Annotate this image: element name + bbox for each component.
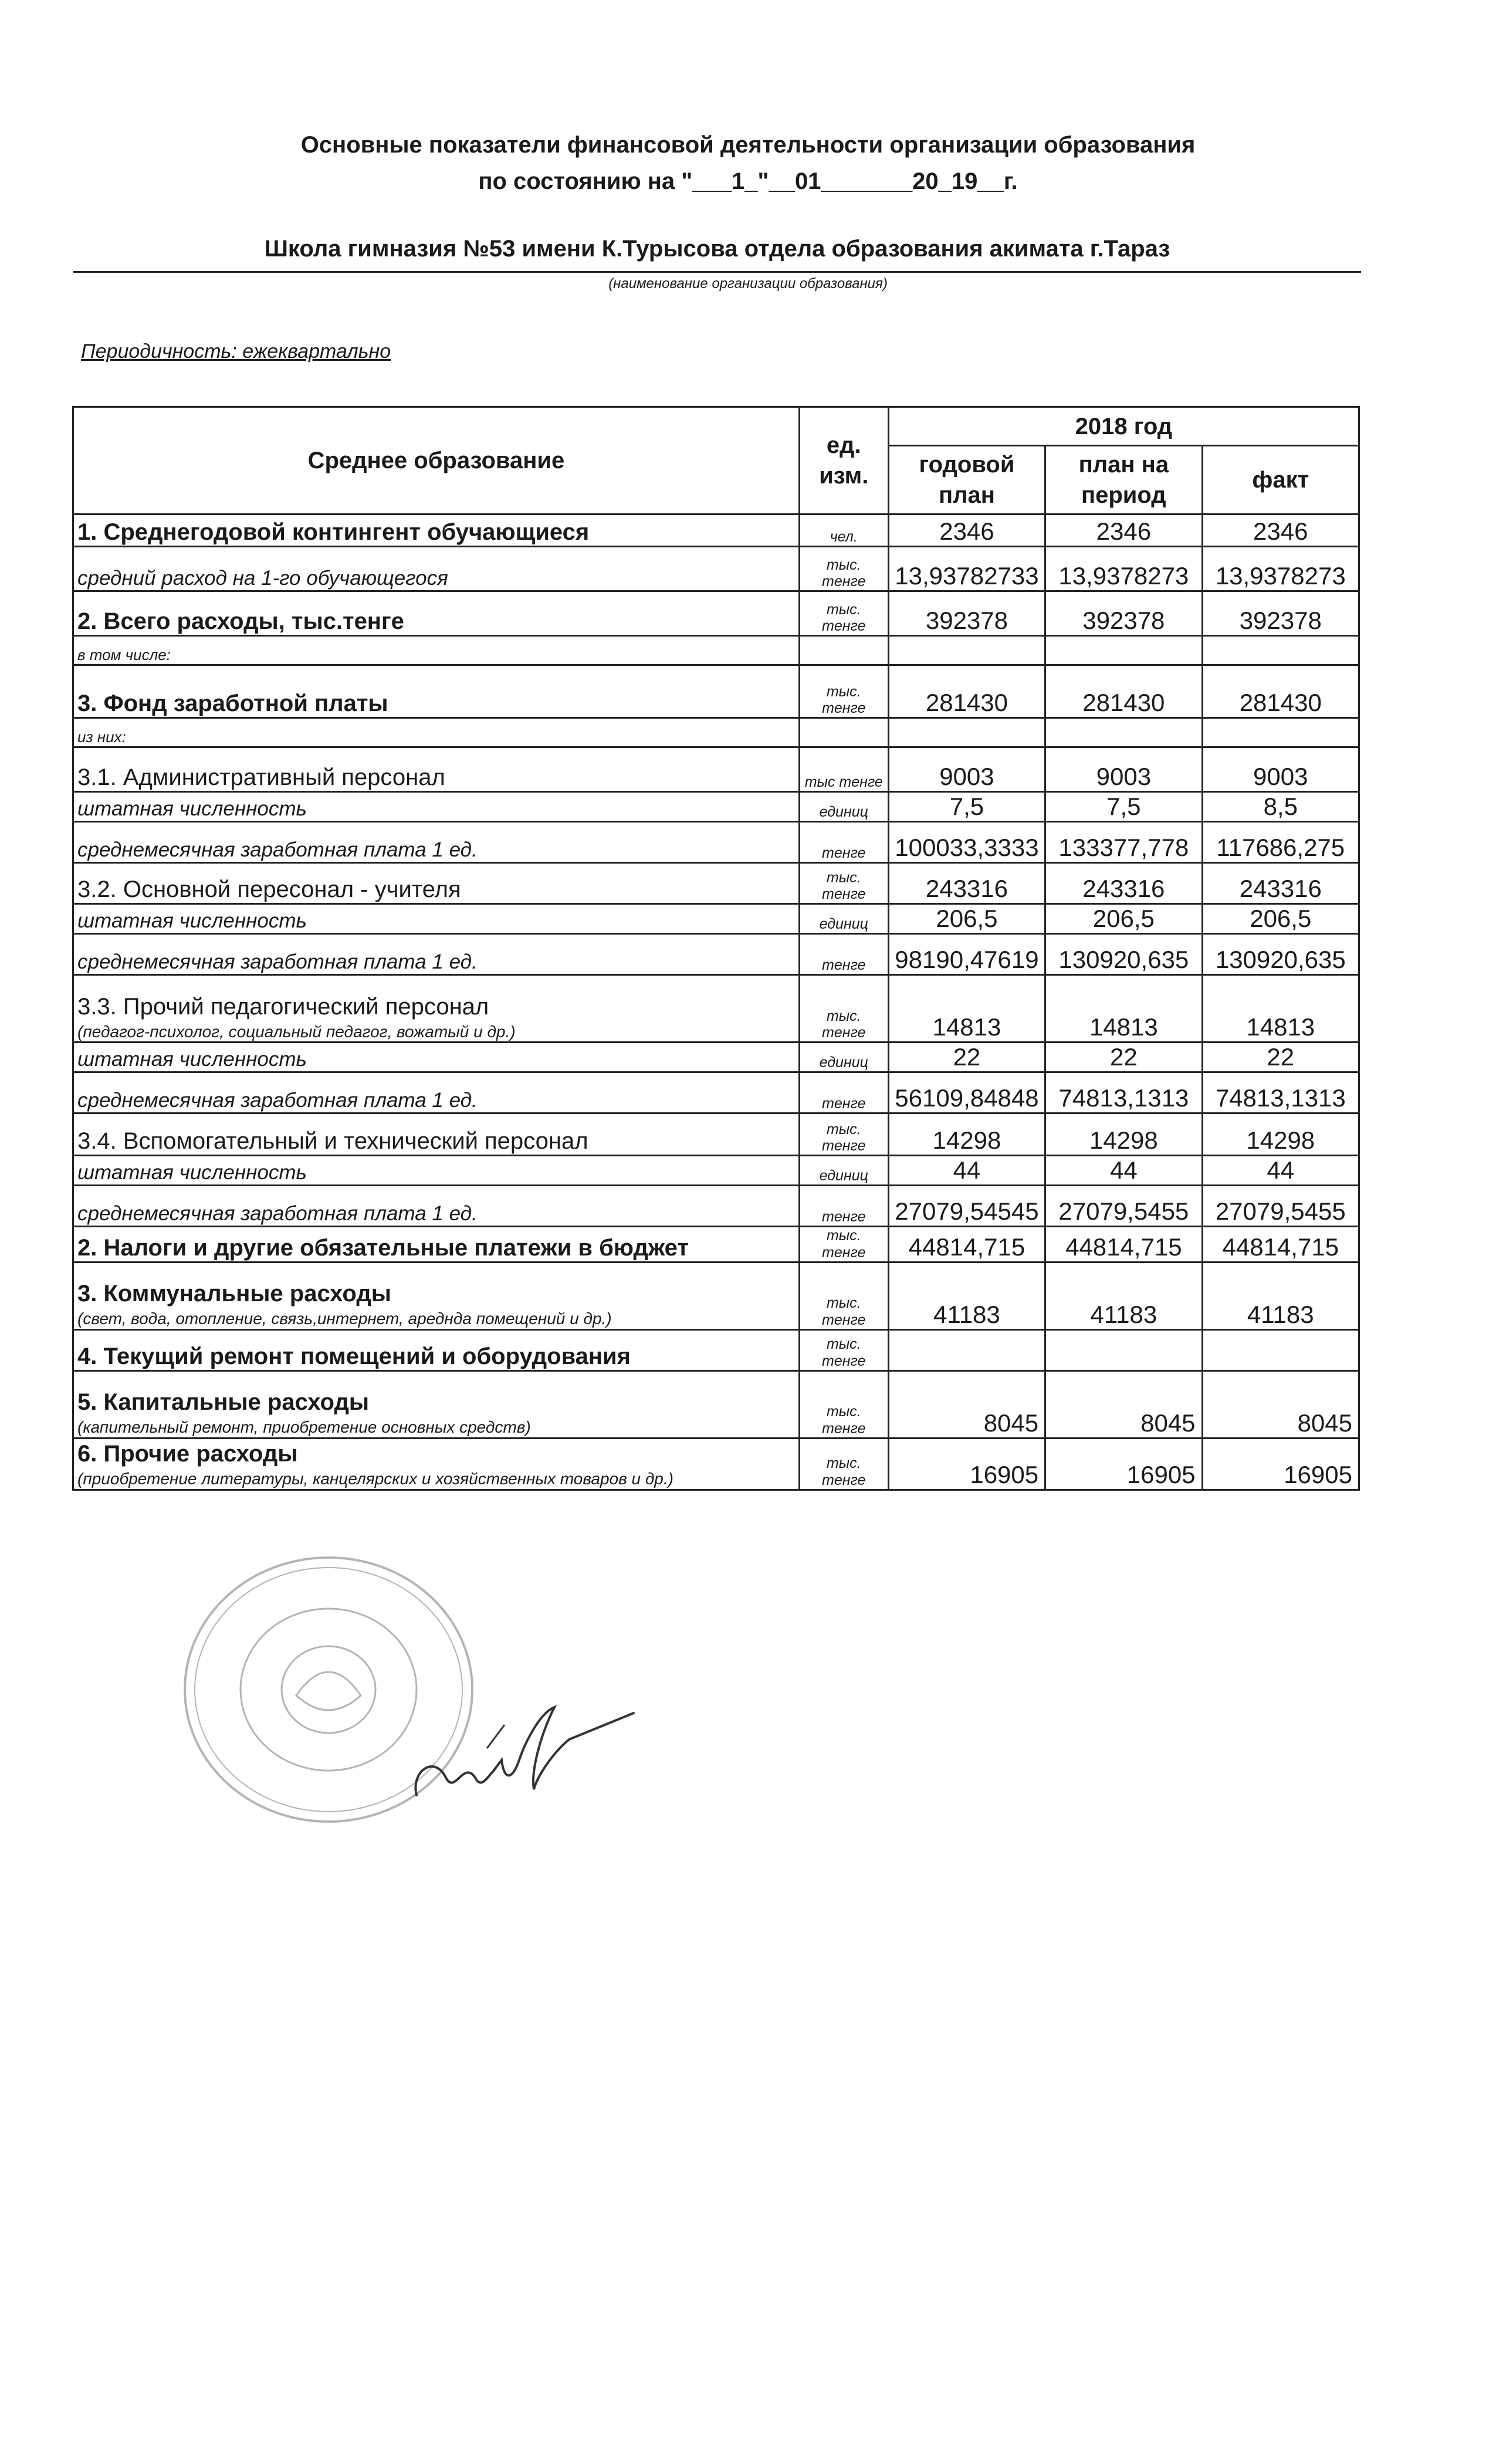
- row-label: [73, 1043, 800, 1072]
- row-unit: [799, 636, 888, 665]
- row-label: [73, 904, 800, 934]
- row-unit: тыс. тенге: [799, 1370, 888, 1438]
- header-unit: ед. изм.: [799, 407, 888, 515]
- row-label-text: средний расход на 1-го обучающегося: [77, 566, 448, 590]
- row-label-note: (приобретение литературы, канцелярских и хозяйственных товаров и др.): [77, 1470, 673, 1488]
- cell-actual: 41183: [1202, 1262, 1359, 1329]
- row-unit: [799, 718, 888, 747]
- row-label: [73, 1262, 800, 1329]
- cell-actual: 14813: [1202, 975, 1359, 1043]
- header-annual-plan: годовой план: [888, 446, 1045, 515]
- row-label-text: 3.1. Админиcтративный персонал: [77, 764, 445, 790]
- row-label: [73, 863, 800, 904]
- table-row: [73, 1113, 1359, 1156]
- cell-annual-plan: 100033,3333: [888, 822, 1045, 863]
- cell-actual: 27079,5455: [1202, 1186, 1359, 1227]
- table-row: [73, 718, 1359, 747]
- row-label-text: среднемесячная заработная плата 1 ед.: [77, 1201, 478, 1225]
- row-label-text: штатная численность: [77, 797, 307, 820]
- cell-annual-plan: 14813: [888, 975, 1045, 1043]
- table-row: [73, 1072, 1359, 1113]
- row-label-text: 3.2. Основной пересонал - учителя: [77, 876, 461, 902]
- cell-annual-plan: 281430: [888, 665, 1045, 718]
- table-row: [73, 904, 1359, 934]
- financial-indicators-table: [72, 406, 1360, 1491]
- cell-actual: 14298: [1202, 1113, 1359, 1156]
- row-label-note: (свет, вода, отопление, связь,интернет, ареднда помещений и др.): [77, 1309, 612, 1328]
- organization-underline: [73, 271, 1361, 273]
- cell-period-plan: 133377,778: [1045, 822, 1202, 863]
- table-row: [73, 1438, 1359, 1490]
- cell-period-plan: 14298: [1045, 1113, 1202, 1156]
- header-period-plan: план на период: [1045, 446, 1202, 515]
- row-label: [73, 747, 800, 792]
- cell-actual: [1202, 1329, 1359, 1370]
- cell-actual: 392378: [1202, 591, 1359, 636]
- director-signature: [399, 1690, 645, 1819]
- row-label-text: 3.4. Вспомогательный и технический персонал: [77, 1128, 588, 1154]
- row-unit: единиц: [799, 792, 888, 822]
- cell-annual-plan: [888, 1329, 1045, 1370]
- cell-period-plan: 7,5: [1045, 792, 1202, 822]
- table-row: [73, 1186, 1359, 1227]
- table-row: [73, 1262, 1359, 1329]
- row-unit: тыс. тенге: [799, 1227, 888, 1263]
- cell-annual-plan: 27079,54545: [888, 1186, 1045, 1227]
- cell-actual: 44814,715: [1202, 1227, 1359, 1263]
- cell-annual-plan: 41183: [888, 1262, 1045, 1329]
- cell-actual: 206,5: [1202, 904, 1359, 934]
- row-unit: тенге: [799, 822, 888, 863]
- row-label: [73, 1370, 800, 1438]
- cell-period-plan: [1045, 718, 1202, 747]
- cell-period-plan: 392378: [1045, 591, 1202, 636]
- table-row: [73, 636, 1359, 665]
- row-label: [73, 1072, 800, 1113]
- header-actual: факт: [1202, 446, 1359, 515]
- cell-actual: 8045: [1202, 1370, 1359, 1438]
- row-label-text: штатная численность: [77, 1047, 307, 1071]
- cell-period-plan: 9003: [1045, 747, 1202, 792]
- cell-annual-plan: 14298: [888, 1113, 1045, 1156]
- row-label: [73, 718, 800, 747]
- table-row: [73, 1227, 1359, 1263]
- cell-period-plan: 243316: [1045, 863, 1202, 904]
- cell-annual-plan: 243316: [888, 863, 1045, 904]
- row-unit: единиц: [799, 1043, 888, 1072]
- cell-annual-plan: 44: [888, 1156, 1045, 1186]
- cell-actual: 8,5: [1202, 792, 1359, 822]
- row-unit: тыс. тенге: [799, 1438, 888, 1490]
- table-row: [73, 863, 1359, 904]
- cell-actual: 243316: [1202, 863, 1359, 904]
- report-date-line: по состоянию на "___1_"__01_______20_19__г.: [478, 168, 1018, 194]
- row-label: [73, 665, 800, 718]
- table-row: [73, 515, 1359, 547]
- row-label: [73, 975, 800, 1043]
- row-label-text: 4. Текущий ремонт помещений и оборудования: [77, 1343, 631, 1369]
- row-unit: единиц: [799, 904, 888, 934]
- row-unit: единиц: [799, 1156, 888, 1186]
- cell-actual: [1202, 636, 1359, 665]
- cell-actual: 281430: [1202, 665, 1359, 718]
- table-row: [73, 547, 1359, 591]
- cell-actual: 117686,275: [1202, 822, 1359, 863]
- row-label-text: 6. Прочие расходы: [77, 1441, 298, 1467]
- row-unit: тыс. тенге: [799, 863, 888, 904]
- table-row: [73, 1329, 1359, 1370]
- row-label: [73, 547, 800, 591]
- row-label: [73, 591, 800, 636]
- cell-actual: 13,9378273: [1202, 547, 1359, 591]
- cell-annual-plan: 56109,84848: [888, 1072, 1045, 1113]
- cell-period-plan: 14813: [1045, 975, 1202, 1043]
- row-label-text: 1. Среднегодовой контингент обучающиеся: [77, 519, 590, 545]
- cell-annual-plan: 9003: [888, 747, 1045, 792]
- cell-annual-plan: 16905: [888, 1438, 1045, 1490]
- row-label: [73, 1329, 800, 1370]
- cell-annual-plan: [888, 636, 1045, 665]
- cell-actual: 74813,1313: [1202, 1072, 1359, 1113]
- cell-actual: [1202, 718, 1359, 747]
- row-label: [73, 1156, 800, 1186]
- row-label-text: из них:: [77, 728, 126, 746]
- cell-annual-plan: [888, 718, 1045, 747]
- row-label: [73, 1113, 800, 1156]
- cell-annual-plan: 2346: [888, 515, 1045, 547]
- row-unit: тыс тенге: [799, 747, 888, 792]
- cell-actual: 16905: [1202, 1438, 1359, 1490]
- row-label: [73, 1186, 800, 1227]
- cell-actual: 130920,635: [1202, 934, 1359, 975]
- row-label-text: в том числе:: [77, 646, 171, 664]
- table-row: [73, 822, 1359, 863]
- row-label-note: (педагог-психолог, социальный педагог, вожатый и др.): [77, 1022, 516, 1041]
- row-label-text: штатная численность: [77, 909, 307, 932]
- row-unit: тенге: [799, 1186, 888, 1227]
- header-year: 2018 год: [888, 407, 1359, 446]
- row-label-text: штатная численность: [77, 1160, 307, 1184]
- cell-period-plan: 16905: [1045, 1438, 1202, 1490]
- row-label-text: 3.3. Прочий педагогический персонал: [77, 993, 489, 1020]
- cell-annual-plan: 44814,715: [888, 1227, 1045, 1263]
- row-label: [73, 822, 800, 863]
- row-label-text: среднемесячная заработная плата 1 ед.: [77, 838, 478, 861]
- cell-period-plan: 281430: [1045, 665, 1202, 718]
- cell-annual-plan: 392378: [888, 591, 1045, 636]
- cell-period-plan: [1045, 1329, 1202, 1370]
- table-row: [73, 591, 1359, 636]
- cell-period-plan: 2346: [1045, 515, 1202, 547]
- row-label-text: 2. Налоги и другие обязательные платежи в бюджет: [77, 1234, 689, 1261]
- row-label-note: (капительный ремонт, приобретение основных средств): [77, 1418, 531, 1437]
- row-label-text: 3. Коммунальные расходы: [77, 1281, 391, 1307]
- cell-period-plan: 13,9378273: [1045, 547, 1202, 591]
- cell-period-plan: 44: [1045, 1156, 1202, 1186]
- row-label: [73, 934, 800, 975]
- row-unit: тыс. тенге: [799, 975, 888, 1043]
- row-unit: тыс. тенге: [799, 1329, 888, 1370]
- cell-period-plan: 130920,635: [1045, 934, 1202, 975]
- row-unit: тыс. тенге: [799, 547, 888, 591]
- organization-caption: (наименование организации образования): [608, 276, 888, 292]
- row-unit: тенге: [799, 934, 888, 975]
- row-label-text: 2. Всего расходы, тыс.тенге: [77, 608, 404, 634]
- row-label: [73, 1438, 800, 1490]
- cell-period-plan: 74813,1313: [1045, 1072, 1202, 1113]
- row-label-text: среднемесячная заработная плата 1 ед.: [77, 1088, 478, 1112]
- row-label: [73, 792, 800, 822]
- table-row: [73, 665, 1359, 718]
- table-row: [73, 792, 1359, 822]
- row-unit: тыс. тенге: [799, 665, 888, 718]
- cell-annual-plan: 7,5: [888, 792, 1045, 822]
- cell-period-plan: 41183: [1045, 1262, 1202, 1329]
- table-row: [73, 747, 1359, 792]
- organization-name: Школа гимназия №53 имени К.Турысова отдела образования акимата г.Тараз: [264, 236, 1170, 262]
- cell-annual-plan: 22: [888, 1043, 1045, 1072]
- cell-period-plan: 22: [1045, 1043, 1202, 1072]
- cell-actual: 44: [1202, 1156, 1359, 1186]
- cell-annual-plan: 8045: [888, 1370, 1045, 1438]
- row-unit: тыс. тенге: [799, 1262, 888, 1329]
- row-label-text: среднемесячная заработная плата 1 ед.: [77, 950, 478, 973]
- cell-period-plan: 44814,715: [1045, 1227, 1202, 1263]
- cell-annual-plan: 13,93782733: [888, 547, 1045, 591]
- row-label: [73, 636, 800, 665]
- table-row: [73, 1043, 1359, 1072]
- table-row: [73, 934, 1359, 975]
- cell-actual: 22: [1202, 1043, 1359, 1072]
- table-row: [73, 1156, 1359, 1186]
- periodicity: Периодичность: ежеквартально: [81, 340, 391, 363]
- cell-annual-plan: 206,5: [888, 904, 1045, 934]
- table-row: [73, 1370, 1359, 1438]
- cell-actual: 9003: [1202, 747, 1359, 792]
- cell-annual-plan: 98190,47619: [888, 934, 1045, 975]
- row-unit: чел.: [799, 515, 888, 547]
- row-label: [73, 1227, 800, 1263]
- cell-period-plan: 206,5: [1045, 904, 1202, 934]
- row-label-text: 3. Фонд заработной платы: [77, 691, 388, 716]
- row-label-text: 5. Капитальные расходы: [77, 1389, 369, 1416]
- cell-period-plan: 8045: [1045, 1370, 1202, 1438]
- cell-period-plan: 27079,5455: [1045, 1186, 1202, 1227]
- cell-actual: 2346: [1202, 515, 1359, 547]
- row-unit: тыс. тенге: [799, 591, 888, 636]
- row-unit: тыс. тенге: [799, 1113, 888, 1156]
- row-unit: тенге: [799, 1072, 888, 1113]
- row-label: [73, 515, 800, 547]
- table-row: [73, 975, 1359, 1043]
- document-title: Основные показатели финансовой деятельности организации образования: [300, 132, 1196, 158]
- header-education-level: Среднее образование: [73, 407, 800, 515]
- cell-period-plan: [1045, 636, 1202, 665]
